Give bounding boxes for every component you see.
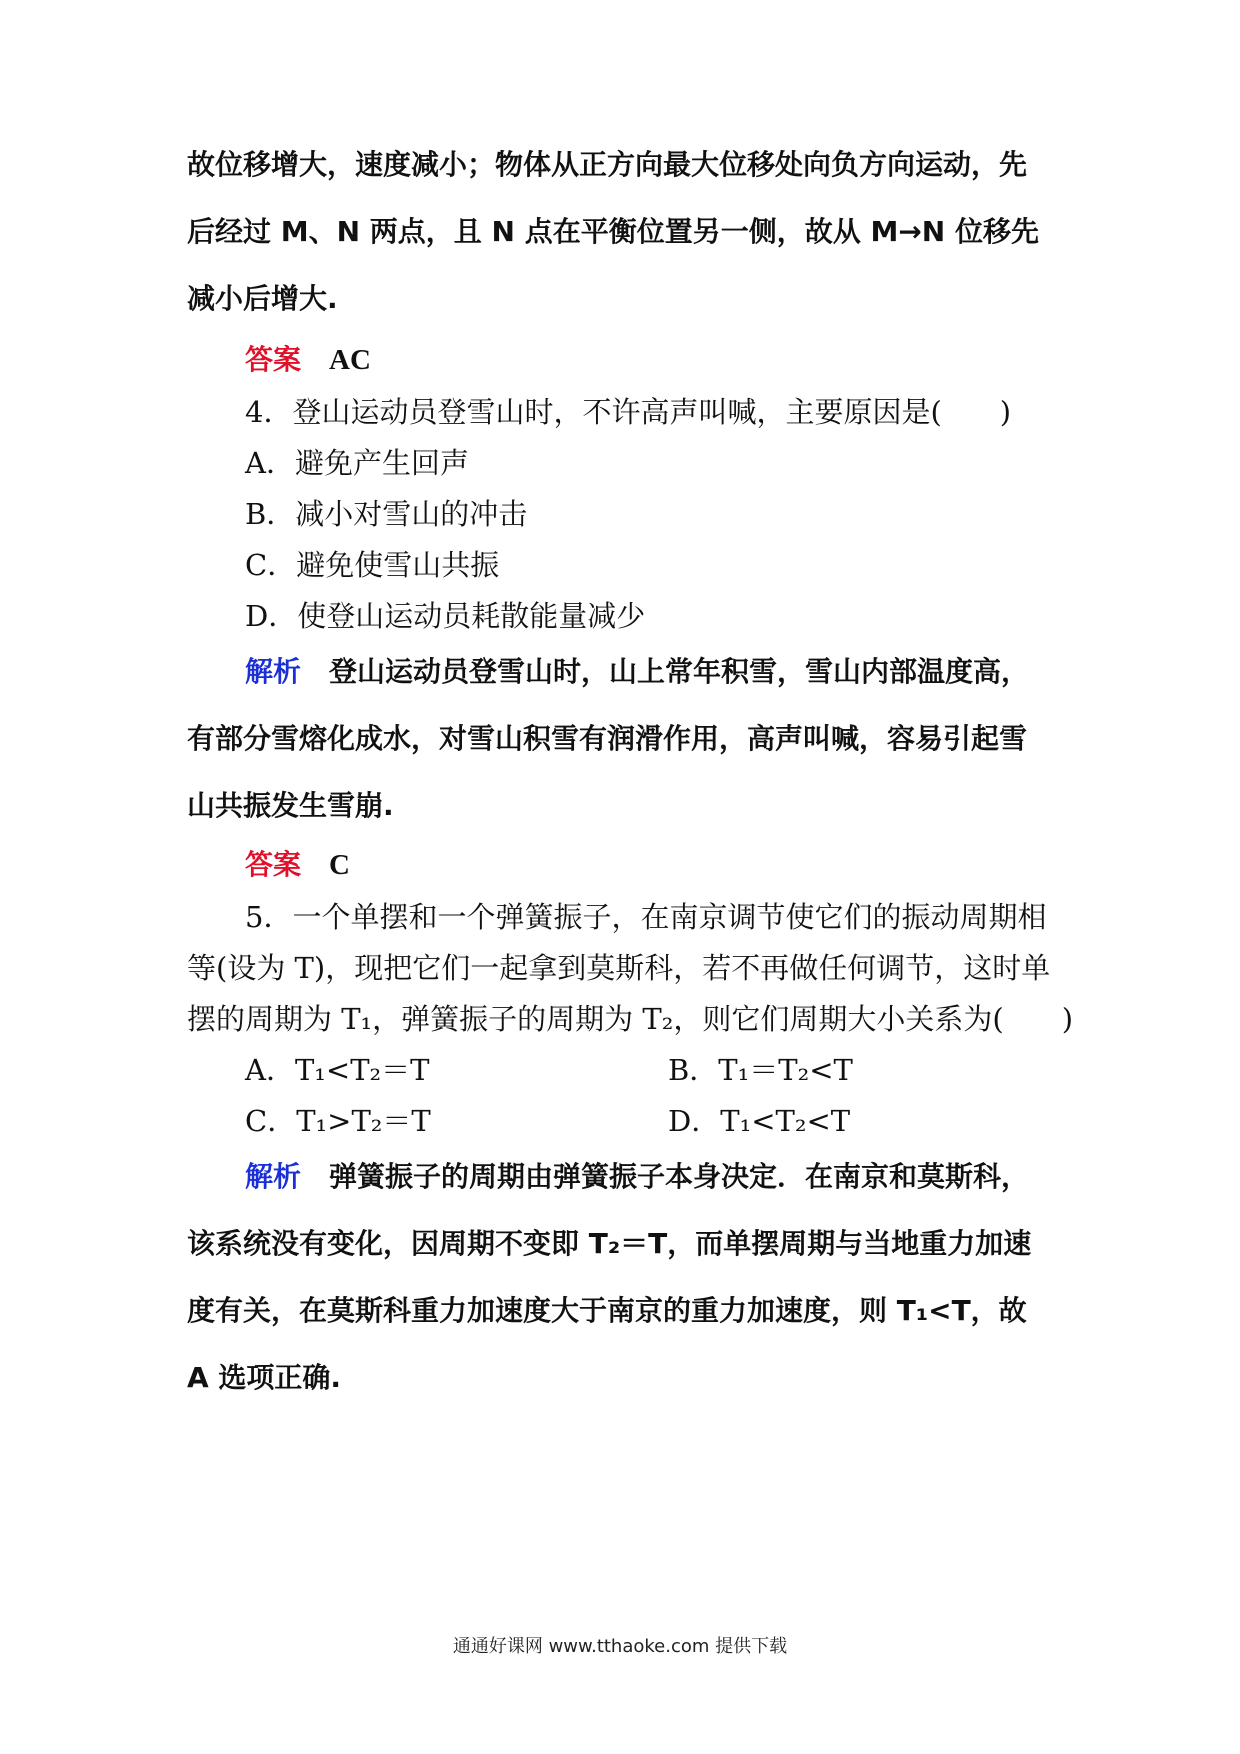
question-5-explanation-line-2: 该系统没有变化，因周期不变即 T₂＝T，而单摆周期与当地重力加速 [187, 1227, 1032, 1260]
explanation-text: 弹簧振子的周期由弹簧振子本身决定．在南京和莫斯科， [329, 1160, 1030, 1193]
answer-value: C [329, 849, 350, 881]
prev-explanation-line-2: 后经过 M、N 两点，且 N 点在平衡位置另一侧，故从 M→N 位移先 [187, 215, 1039, 248]
question-5-stem-line-3: 摆的周期为 T₁，弹簧振子的周期为 T₂，则它们周期大小关系为( ) [187, 1002, 1074, 1036]
question-4-option-b: B．减小对雪山的冲击 [245, 497, 528, 531]
page-footer: 通通好课网 www.tthaoke.com 提供下载 [452, 1636, 788, 1657]
question-4-stem: 4．登山运动员登雪山时，不许高声叫喊，主要原因是( ) [245, 395, 1012, 429]
answer-label: 答案 [245, 343, 302, 376]
prev-explanation-line-3: 减小后增大. [187, 282, 338, 315]
question-5-option-b: B．T₁＝T₂<T [668, 1053, 853, 1087]
question-5-explanation-line-4: A 选项正确. [187, 1361, 342, 1394]
question-4-option-a: A．避免产生回声 [245, 446, 469, 480]
question-5-option-a: A．T₁<T₂＝T [245, 1053, 430, 1087]
explanation-text: 登山运动员登雪山时，山上常年积雪，雪山内部温度高， [329, 655, 1030, 688]
question-4-explanation-line-3: 山共振发生雪崩. [187, 789, 394, 822]
answer-3 [245, 338, 371, 378]
question-5-option-d: D．T₁<T₂<T [668, 1104, 851, 1138]
prev-explanation-line-1: 故位移增大，速度减小；物体从正方向最大位移处向负方向运动，先 [187, 148, 1028, 181]
question-4-explanation-line-2: 有部分雪熔化成水，对雪山积雪有润滑作用，高声叫喊，容易引起雪 [187, 722, 1028, 755]
explanation-label: 解析 [245, 655, 302, 688]
answer-4 [245, 843, 350, 883]
question-4-option-c: C．避免使雪山共振 [245, 548, 500, 582]
question-5-explanation-line-3: 度有关，在莫斯科重力加速度大于南京的重力加速度，则 T₁<T，故 [187, 1294, 1027, 1327]
answer-value: AC [329, 344, 371, 376]
question-5-stem-line-2: 等(设为 T)，现把它们一起拿到莫斯科，若不再做任何调节，这时单 [187, 951, 1051, 985]
explanation-label: 解析 [245, 1160, 302, 1193]
question-4-option-d: D．使登山运动员耗散能量减少 [245, 599, 646, 633]
question-5-option-c: C．T₁>T₂＝T [245, 1104, 431, 1138]
answer-label: 答案 [245, 848, 302, 881]
question-4-explanation-first [245, 650, 1029, 690]
question-5-explanation-first [245, 1155, 1029, 1195]
question-5-stem-line-1: 5．一个单摆和一个弹簧振子，在南京调节使它们的振动周期相 [245, 900, 1047, 934]
